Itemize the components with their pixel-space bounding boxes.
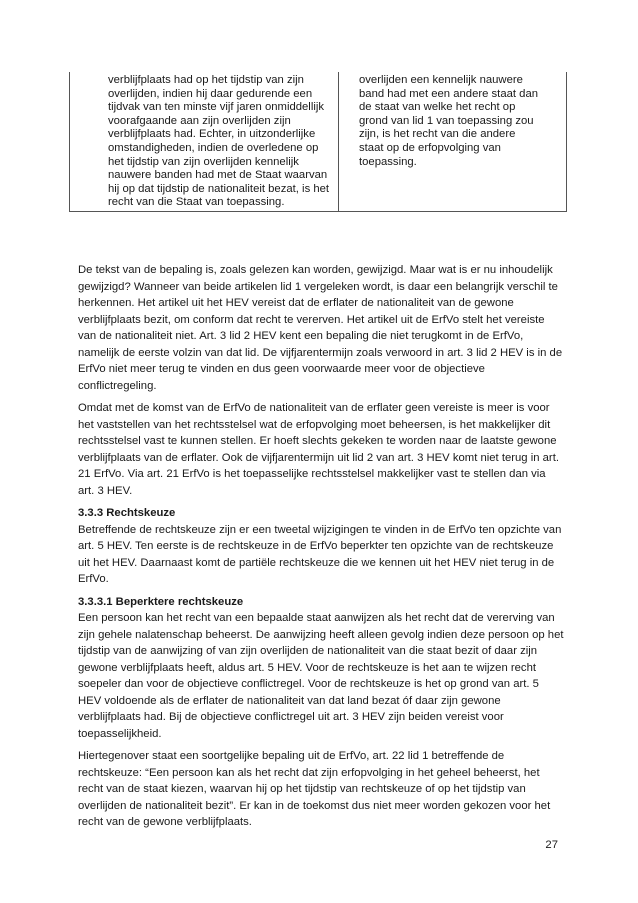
paragraph-1: De tekst van de bepaling is, zoals gelezen kan worden, gewijzigd. Maar wat is er nu inhoudelijk gewijzigd? Wanneer van beide artikelen lid 1 vergeleken wordt, is daar een belangrijk verschil te herkennen. Het artikel uit het HEV vereist dat de erflater de nationaliteit van de gewone verblijfplaats bezit, om conform dat recht te vererven. Het artikel uit de ErfVo stelt het vereiste van de nationaliteit niet. Art. 3 lid 2 HEV kent een bepaling die niet terugkomt in de ErfVo, namelijk de eerste volzin van dat lid. De vijfjarentermijn zoals verwoord in art. 3 lid 2 HEV is in de ErfVo niet meer terug te vinden en dus geen voorwaarde meer voor de objectieve conflictregeling. bbox=[78, 264, 563, 392]
paragraph-4: Een persoon kan het recht van een bepaalde staat aanwijzen als het recht dat de vererving van zijn gehele nalatenschap beheerst. De aanwijzing heeft alleen gevolg indien deze persoon op het tijdstip van de aanwijzing of van zijn overlijden de nationaliteit van die staat bezit of daar zijn gewone verblijfplaats heeft, aldus art. 5 HEV. Voor de rechtskeuze is het aan te wijzen recht soepeler dan voor de objectieve conflictregel. Voor de rechtskeuze is het op grond van art. 5 HEV voldoende als de erflater de nationaliteit van dat land bezat óf daar zijn gewone verblijfplaats had. Bij de objectieve conflictregel uit art. 3 HEV zijn beiden vereist voor toepasselijkheid. bbox=[78, 612, 564, 740]
table-cell-erfvo bbox=[339, 72, 567, 211]
body-text bbox=[78, 262, 564, 837]
table-cell-text-right: overlijden een kennelijk nauwere band had met een andere staat dan de staat van welke het recht op grond van lid 1 van toepassing zou zijn, is het recht van die andere staat op de erfopvolging van toepassing. bbox=[359, 74, 539, 168]
comparison-table bbox=[69, 72, 567, 212]
page-number: 27 bbox=[545, 839, 558, 851]
section-heading-3-3-3-1: 3.3.3.1 Beperktere rechtskeuze bbox=[78, 595, 244, 608]
paragraph-3: Betreffende de rechtskeuze zijn er een tweetal wijzigingen te vinden in de ErfVo ten opzichte van art. 5 HEV. Ten eerste is de rechtskeuze in de ErfVo beperkter ten opzichte van de rechtskeuze uit het HEV. Daarnaast komt de partiële rechtskeuze die we kennen uit het HEV niet terug in de ErfVo. bbox=[78, 523, 562, 585]
section-heading-3-3-3: 3.3.3 Rechtskeuze bbox=[78, 507, 176, 519]
table-cell-hev bbox=[70, 72, 339, 211]
paragraph-5: Hiertegenover staat een soortgelijke bepaling uit de ErfVo, art. 22 lid 1 betreffende de rechtskeuze: “Een persoon kan als het recht dat zijn erfopvolging in het geheel beheerst, het recht van de staat kiezen, waarvan hij op het tijdstip van rechtskeuze of op het tijdstip van overlijden de nationaliteit bezit”. Er kan in de toekomst dus niet meer worden gekozen voor het recht van de gewone verblijfplaats. bbox=[78, 750, 551, 828]
table-row bbox=[70, 72, 567, 211]
table-cell-text-left: verblijfplaats had op het tijdstip van zijn overlijden, indien hij daar gedurende een tijdvak van ten minste vijf jaren onmiddellijk voorafgaande aan zijn overlijden zijn verblijfplaats had. Echter, in uitzonderlijke omstandigheden, indien de overledene op het tijdstip van zijn overlijden kennelijk nauwere banden had met de Staat waarvan hij op dat tijdstip de nationaliteit bezat, is het recht van die Staat van toepassing. bbox=[108, 74, 330, 209]
paragraph-2: Omdat met de komst van de ErfVo de nationaliteit van de erflater geen vereiste is meer is voor het vaststellen van het rechtsstelsel wat de erfopvolging moet beheersen, is het makkelijker dit rechtsstelsel vast te kunnen stellen. Er hoeft slechts gekeken te worden naar de laatste gewone verblijfplaats van de erflater. Ook de vijfjarentermijn uit lid 2 van art. 3 HEV komt niet terug in art. 21 ErfVo. Via art. 21 ErfVo is het toepasselijke rechtsstelsel makkelijker vast te stellen dan via art. 3 HEV. bbox=[78, 402, 559, 497]
